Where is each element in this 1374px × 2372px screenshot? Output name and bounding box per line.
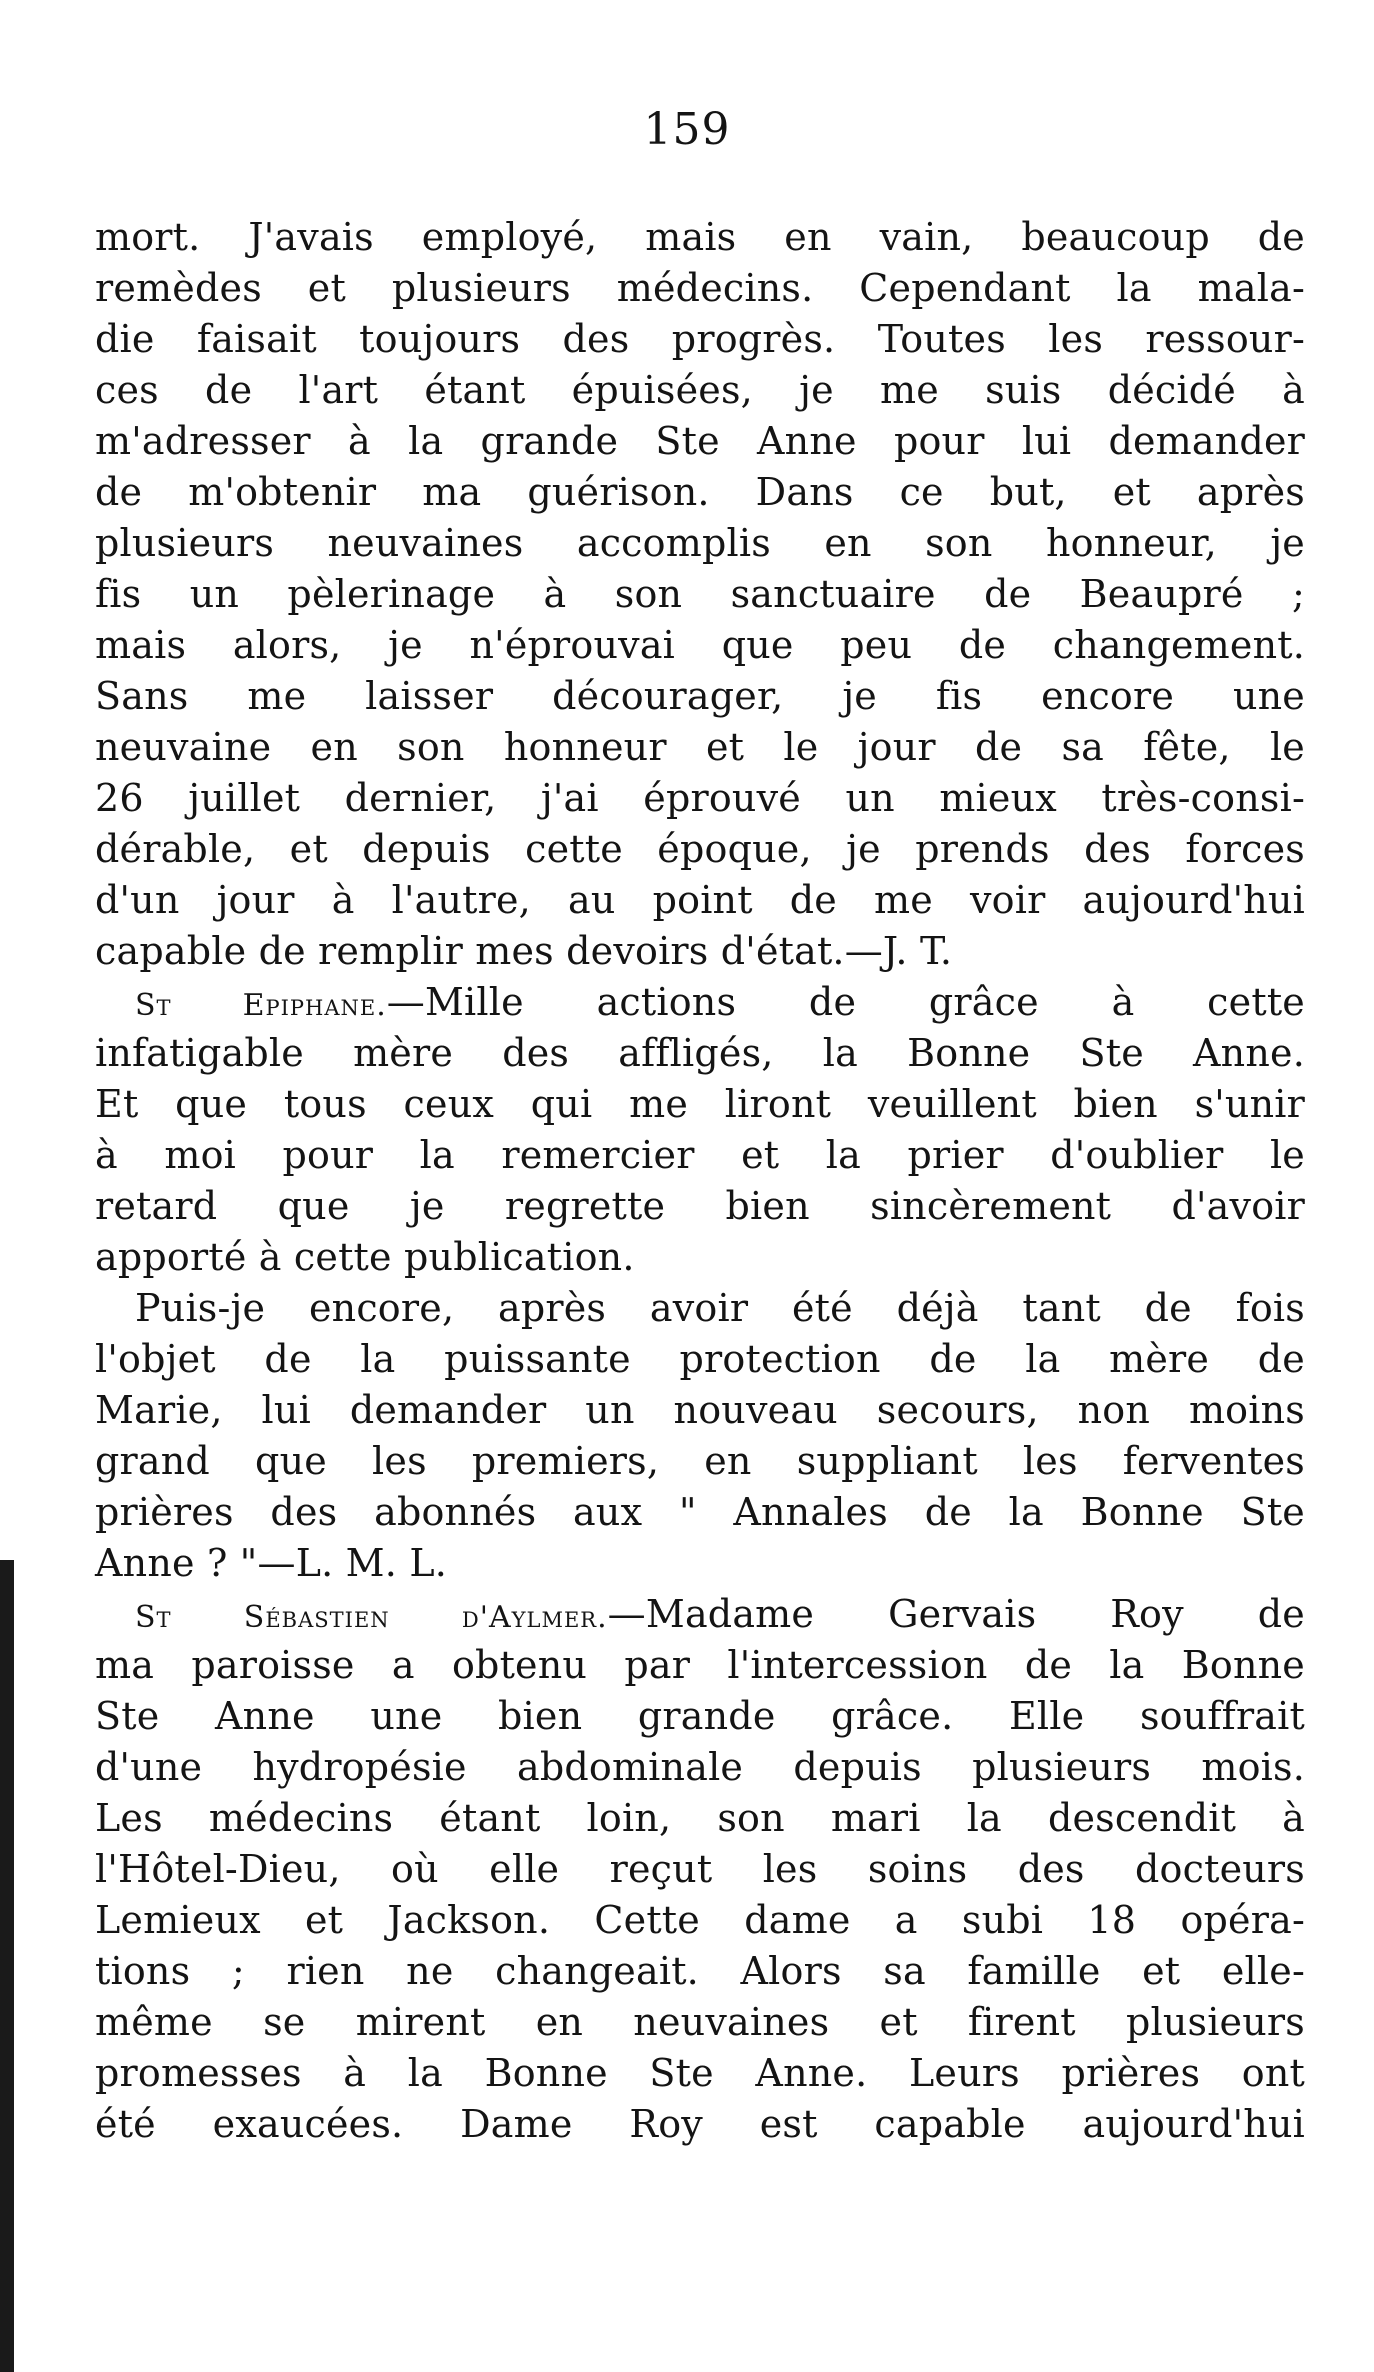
text-line: ces de l'art étant épuisées, je me suis décidé à <box>95 368 1305 412</box>
text-line: l'objet de la puissante protection de la mère de <box>95 1337 1305 1381</box>
text-line: mais alors, je n'éprouvai que peu de changement. <box>95 623 1305 667</box>
text-line: neuvaine en son honneur et le jour de sa fête, le <box>95 725 1305 769</box>
text-line <box>95 1589 1305 1640</box>
line-text: —Madame Gervais Roy de <box>607 1592 1305 1636</box>
text-line: Sans me laisser décourager, je fis encore une <box>95 674 1305 718</box>
text-line: tions ; rien ne changeait. Alors sa famille et elle- <box>95 1949 1305 1993</box>
text-line: capable de remplir mes devoirs d'état.—J. T. <box>95 929 953 973</box>
text-line: Anne ? "—L. M. L. <box>95 1541 448 1585</box>
text-line: die faisait toujours des progrès. Toutes les ressour- <box>95 317 1305 361</box>
text-line: retard que je regrette bien sincèrement d'avoir <box>95 1184 1305 1228</box>
text-line: Puis-je encore, après avoir été déjà tant de fois <box>135 1286 1305 1330</box>
text-line: été exaucées. Dame Roy est capable aujourd'hui <box>95 2102 1305 2146</box>
text-line: grand que les premiers, en suppliant les ferventes <box>95 1439 1305 1483</box>
text-line: dérable, et depuis cette époque, je prends des forces <box>95 827 1305 871</box>
text-line: remèdes et plusieurs médecins. Cependant la mala- <box>95 266 1305 310</box>
text-line: prières des abonnés aux " Annales de la Bonne Ste <box>95 1490 1305 1534</box>
text-line: Et que tous ceux qui me liront veuillent bien s'unir <box>95 1082 1305 1126</box>
place-name: St Sébastien d'Aylmer. <box>135 1600 608 1635</box>
text-line: ma paroisse a obtenu par l'intercession de la Bonne <box>95 1643 1305 1687</box>
text-line: de m'obtenir ma guérison. Dans ce but, et après <box>95 470 1305 514</box>
text-line: m'adresser à la grande Ste Anne pour lui demander <box>95 419 1305 463</box>
text-line: l'Hôtel-Dieu, où elle reçut les soins des docteurs <box>95 1847 1305 1891</box>
text-line: mort. J'avais employé, mais en vain, beaucoup de <box>95 215 1305 259</box>
text-line: infatigable mère des affligés, la Bonne Ste Anne. <box>95 1031 1305 1075</box>
line-text: —Mille actions de grâce à cette <box>386 980 1305 1024</box>
text-line: à moi pour la remercier et la prier d'oublier le <box>95 1133 1305 1177</box>
text-line: Lemieux et Jackson. Cette dame a subi 18 opéra- <box>95 1898 1305 1942</box>
text-line: Les médecins étant loin, son mari la descendit à <box>95 1796 1305 1840</box>
body-text <box>95 212 1305 2150</box>
text-line: fis un pèlerinage à son sanctuaire de Beaupré ; <box>95 572 1305 616</box>
page-edge-shadow <box>0 1560 14 2372</box>
text-line: promesses à la Bonne Ste Anne. Leurs prières ont <box>95 2051 1305 2095</box>
text-line <box>95 977 1305 1028</box>
text-line: d'un jour à l'autre, au point de me voir aujourd'hui <box>95 878 1305 922</box>
text-line: apporté à cette publication. <box>95 1235 635 1279</box>
place-name: St Epiphane. <box>135 988 387 1023</box>
text-line: 26 juillet dernier, j'ai éprouvé un mieux très-consi- <box>95 776 1305 820</box>
page-number: 159 <box>643 104 731 155</box>
text-line: Marie, lui demander un nouveau secours, non moins <box>95 1388 1305 1432</box>
text-line: d'une hydropésie abdominale depuis plusieurs mois. <box>95 1745 1305 1789</box>
text-line: plusieurs neuvaines accomplis en son honneur, je <box>95 521 1305 565</box>
text-line: Ste Anne une bien grande grâce. Elle souffrait <box>95 1694 1305 1738</box>
text-line: même se mirent en neuvaines et firent plusieurs <box>95 2000 1305 2044</box>
